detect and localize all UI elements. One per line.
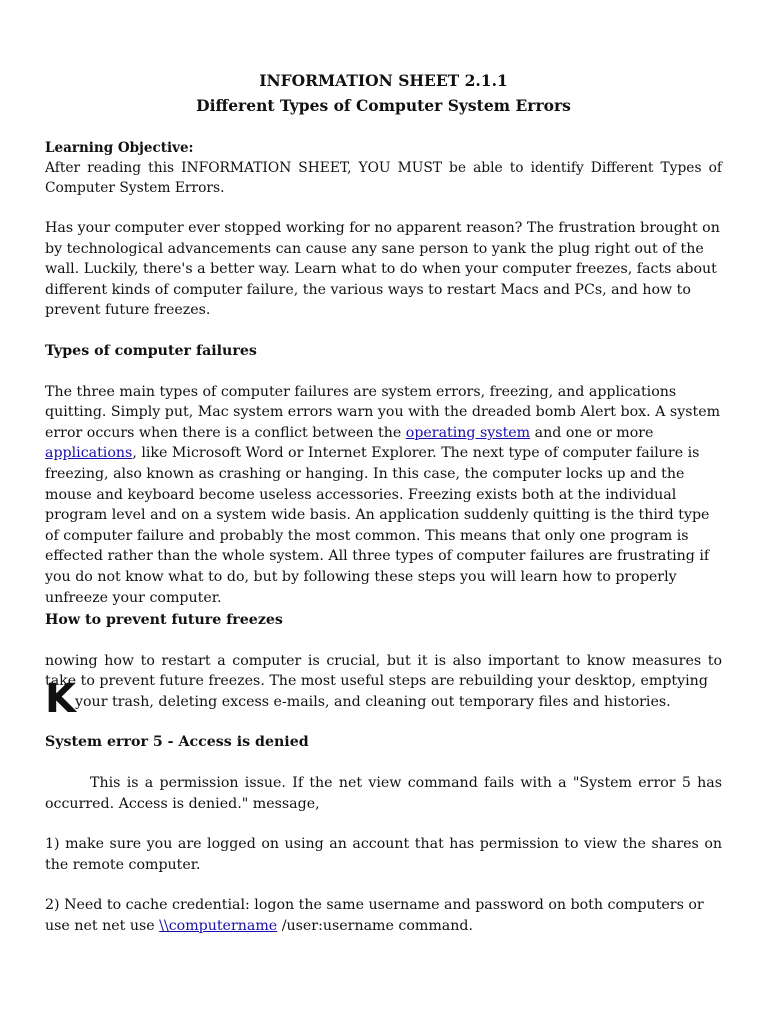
- step-2-text-1: 2) Need to cache credential: logon the same username and password on both computers or use net net use: [45, 897, 704, 935]
- document-subtitle: Different Types of Computer System Errors: [196, 96, 571, 115]
- prevent-last-line-text: your trash, deleting excess e-mails, and cleaning out temporary files and histories.: [75, 693, 671, 710]
- failures-heading: Types of computer failures: [45, 342, 257, 359]
- system-error-heading: System error 5 - Access is denied: [45, 734, 309, 751]
- learning-objective-label: Learning Objective:: [45, 140, 194, 156]
- system-error-step-2: [45, 895, 722, 936]
- prevent-paragraph-last-line: [45, 692, 722, 713]
- applications-link[interactable]: applications: [45, 445, 133, 462]
- failures-text-1: The three main types of computer failures are system errors, freezing, and applications quitting. Simply put, Mac system errors warn you with the dreaded bomb Alert box. A system error occurs when there is a conflict between the: [45, 383, 721, 441]
- system-error-step-1: 1) make sure you are logged on using an account that has permission to view the shares on the remote computer.: [45, 836, 722, 873]
- failures-paragraph: [45, 382, 722, 609]
- failures-text-3: , like Microsoft Word or Internet Explorer. The next type of computer failure is freezing, also known as crashing or hanging. In this case, the computer locks up and the mouse and keyboard become useless accessories. Freezing exists both at the individual program level and on a system wide basis. An application suddenly quitting is the third type of computer failure and probably the most common. This means that only one program is effected rather than the whole system. All three types of computer failures are frustrating if you do not know what to do, but by following these steps you will learn how to properly unfreeze your computer.: [45, 445, 710, 606]
- computername-link[interactable]: \\computername: [159, 918, 278, 935]
- intro-paragraph: Has your computer ever stopped working for no apparent reason? The frustration brought on by technological advancements can cause any sane person to yank the plug right out of the wall. Luckily, there's a better way. Learn what to do when your computer freezes, facts about different kinds of computer failure, the various ways to restart Macs and PCs, and how to prevent future freezes.: [45, 220, 720, 319]
- failures-text-2: and one or more: [530, 424, 654, 441]
- drop-cap-letter: K: [45, 675, 74, 722]
- learning-objective-text: After reading this INFORMATION SHEET, YOU MUST be able to identify Different Types of Computer System Errors.: [45, 160, 722, 196]
- prevent-section: [45, 651, 722, 722]
- prevent-paragraph-lines: nowing how to restart a computer is crucial, but it is also important to know measures to take to prevent future freezes. The most useful steps are rebuilding your desktop, emptying: [45, 652, 722, 690]
- prevent-heading: How to prevent future freezes: [45, 612, 283, 629]
- system-error-intro: This is a permission issue. If the net view command fails with a "System error 5 has occurred. Access is denied." message,: [45, 775, 722, 812]
- step-2-text-2: /user:username command.: [277, 918, 473, 935]
- document-title: INFORMATION SHEET 2.1.1: [259, 71, 508, 90]
- operating-system-link[interactable]: operating system: [405, 424, 531, 441]
